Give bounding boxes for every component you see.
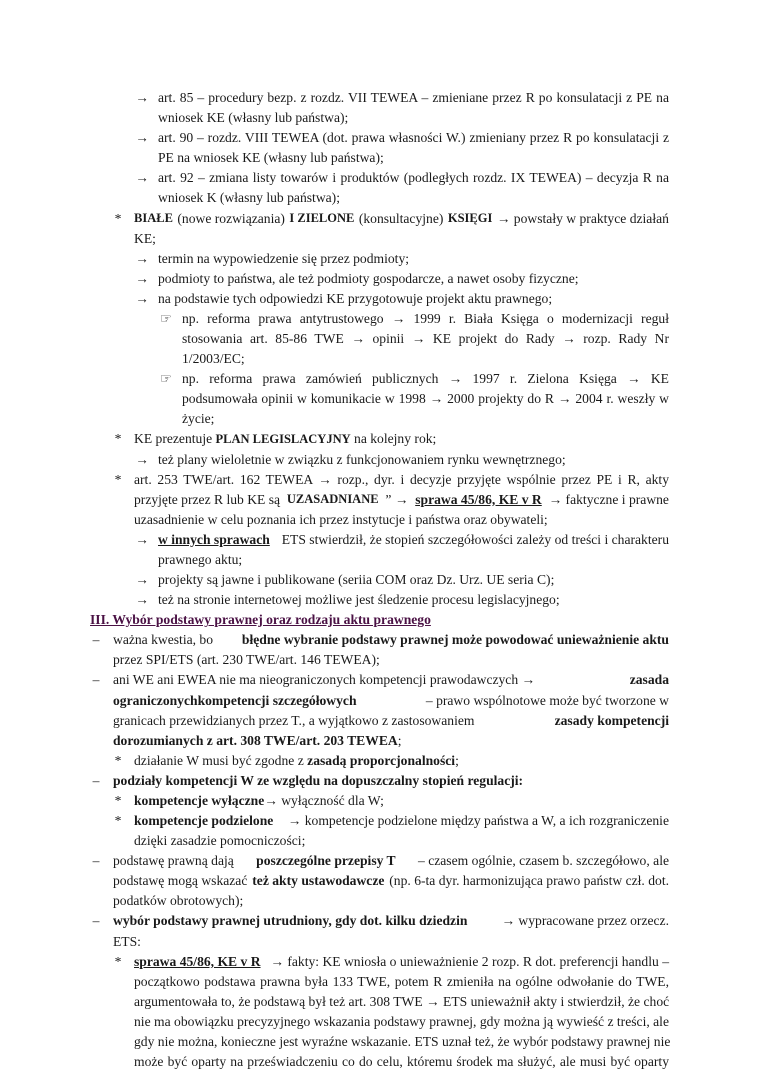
document-page: → art. 85 – procedury bezp. z rozdz. VII TEWEA – zmieniane przez R po konsulatacji z PE na wniosek KE (własny lub państwa); → art. 90 – rozdz. VIII TEWEA (dot. prawa własności W.) zmieniany przez R po konsulatacji z PE na wniosek KE (własny lub państwa); → art. 92 – zmiana listy towarów i produktów (podległych rozdz. IX TEWEA) – decyzja R na wniosek K (własny lub państwa); * BIAŁE (nowe rozwiązania) I ZIELONE (konsultacyjne) KSIĘGI → powstały w praktyce działań KE; → termin na wypowiedzenie się przez podmioty; → podmioty to państwa, ale też podmioty gospodarcze, a nawet osoby fizyczne; → na podstawie tych odpowiedzi KE przygotowuje projekt aktu prawnego; ☞ np. reforma prawa antytrustowego → 1999 r. Biała Księga o modernizacji reguł stosowania art. 85-86 TWE → opinii → KE projekt do Rady → rozp. Rady Nr 1/2003/EC; ☞ np. reforma prawa zamówień publicznych → 1997 r. Zielona Księga → KE podsumowała opinii w komunikacie w 1998 → 2000 projekty do R → 2004 r. weszły w życie; * KE prezentuje PLAN LEGISLACYJNY na kolejny rok; → też plany wieloletnie w związku z funkcjonowaniem rynku wewnętrznego; * art. 253 TWE/art. 162 TEWEA → rozp., dyr. i decyzje przyjęte wspólnie przez PE i R, akty przyjęte przez R lub KE są UZASADNIANE ” → sprawa 45/86, KE v R → faktyczne i prawne uzasadnienie w celu poznania ich przez instytucje i państwa oraz obywateli; → w innych sprawach ETS stwierdził, że stopień szczegółowości zależy od treści i charakteru prawnego aktu; → projekty są jawne i publikowane (seriia COM oraz Dz. Urz. UE seria C); → też na stronie internetowej możliwe jest śledzenie procesu legislacyjnego; III. Wybór podstawy prawnej oraz rodzaju aktu prawnego – ważna kwestia, bo błędne wybranie podstawy prawnej może powodować unieważnienie aktu przez SPI/ETS (art. 230 TWE/art. 146 TEWEA); – ani WE ani EWEA nie ma nieograniczonych kompetencji prawodawczych → zasada ograniczonychkompetencji szczegółowych – prawo wspólnotowe może być tworzone w granicach przewidzianych przez T., a wyjątkowo z zastosowaniem zasady kompetencji dorozumianych z art. 308 TWE/art. 203 TEWEA; * działanie W musi być zgodne z zasadą proporcjonalności; – podziały kompetencji W ze względu na dopuszczalny stopień regulacji: * kompetencje wyłączne→ wyłączność dla W; * kompetencje podzielone → kompetencje podzielone między państwa a W, a ich rozgraniczenie dzięki zasadzie pomocniczości; – podstawę prawną dają poszczególne przepisy T – czasem ogólnie, czasem b. szczegółowo, ale podstawę mogą wskazać też akty ustawodawcze (np. 6-ta dyr. harmonizująca prawo państw czł. dot. podatków obrotowych); – wybór podstawy prawnej utrudniony, gdy dot. kilku dziedzin → wypracowane przez orzecz. ETS: * sprawa 45/86, KE v R → fakty: KE wniosła o unieważnienie 2 rozp. R dot. preferencji handlu – początkowo podstawa prawna była 133 TWE, potem R zmieniła na ogólne odwołanie do TWE, argumentowała to, że podstawą był też art. 308 TWE → ETS unieważnił akty i stwierdził, że choć nie ma obowiązku precyzyjnego wskazania podstawy prawnej, gdy można ją wywieść z treści, ale gdy nie można, konieczne jest wyraźne wskazanie. ETS uznał też, że wybór podstawy prawnej nie może być oparty na przeświadczeniu co do celu, któremu środek ma służyć, ale musi być oparty	[0, 0, 760, 1075]
star-bullet-icon: *	[114, 813, 122, 828]
star-bullet-icon: *	[114, 792, 122, 808]
arrow-bullet-icon: →	[135, 250, 149, 266]
dash-bullet-icon: –	[92, 913, 100, 929]
dash-bullet-icon: –	[92, 632, 100, 648]
arrow-bullet-icon: →	[135, 451, 149, 467]
dash-bullet-icon: –	[92, 772, 100, 788]
hand-pointer-bullet-icon: ☞	[159, 371, 173, 387]
arrow-bullet-icon: →	[135, 130, 149, 146]
arrow-bullet-icon: →	[135, 572, 149, 587]
star-bullet-icon: *	[114, 431, 122, 447]
arrow-bullet-icon: →	[135, 531, 149, 547]
dash-bullet-icon: –	[92, 672, 100, 688]
star-bullet-icon: *	[114, 471, 122, 487]
arrow-bullet-icon: →	[135, 290, 149, 306]
star-bullet-icon: *	[114, 953, 122, 969]
star-bullet-icon: *	[114, 210, 122, 226]
arrow-bullet-icon: →	[135, 270, 149, 286]
arrow-bullet-icon: →	[135, 90, 149, 105]
arrow-bullet-icon: →	[135, 592, 149, 608]
dash-bullet-icon: –	[92, 853, 100, 869]
arrow-bullet-icon: →	[135, 170, 149, 186]
hand-pointer-bullet-icon: ☞	[159, 310, 173, 326]
star-bullet-icon: *	[114, 752, 122, 768]
